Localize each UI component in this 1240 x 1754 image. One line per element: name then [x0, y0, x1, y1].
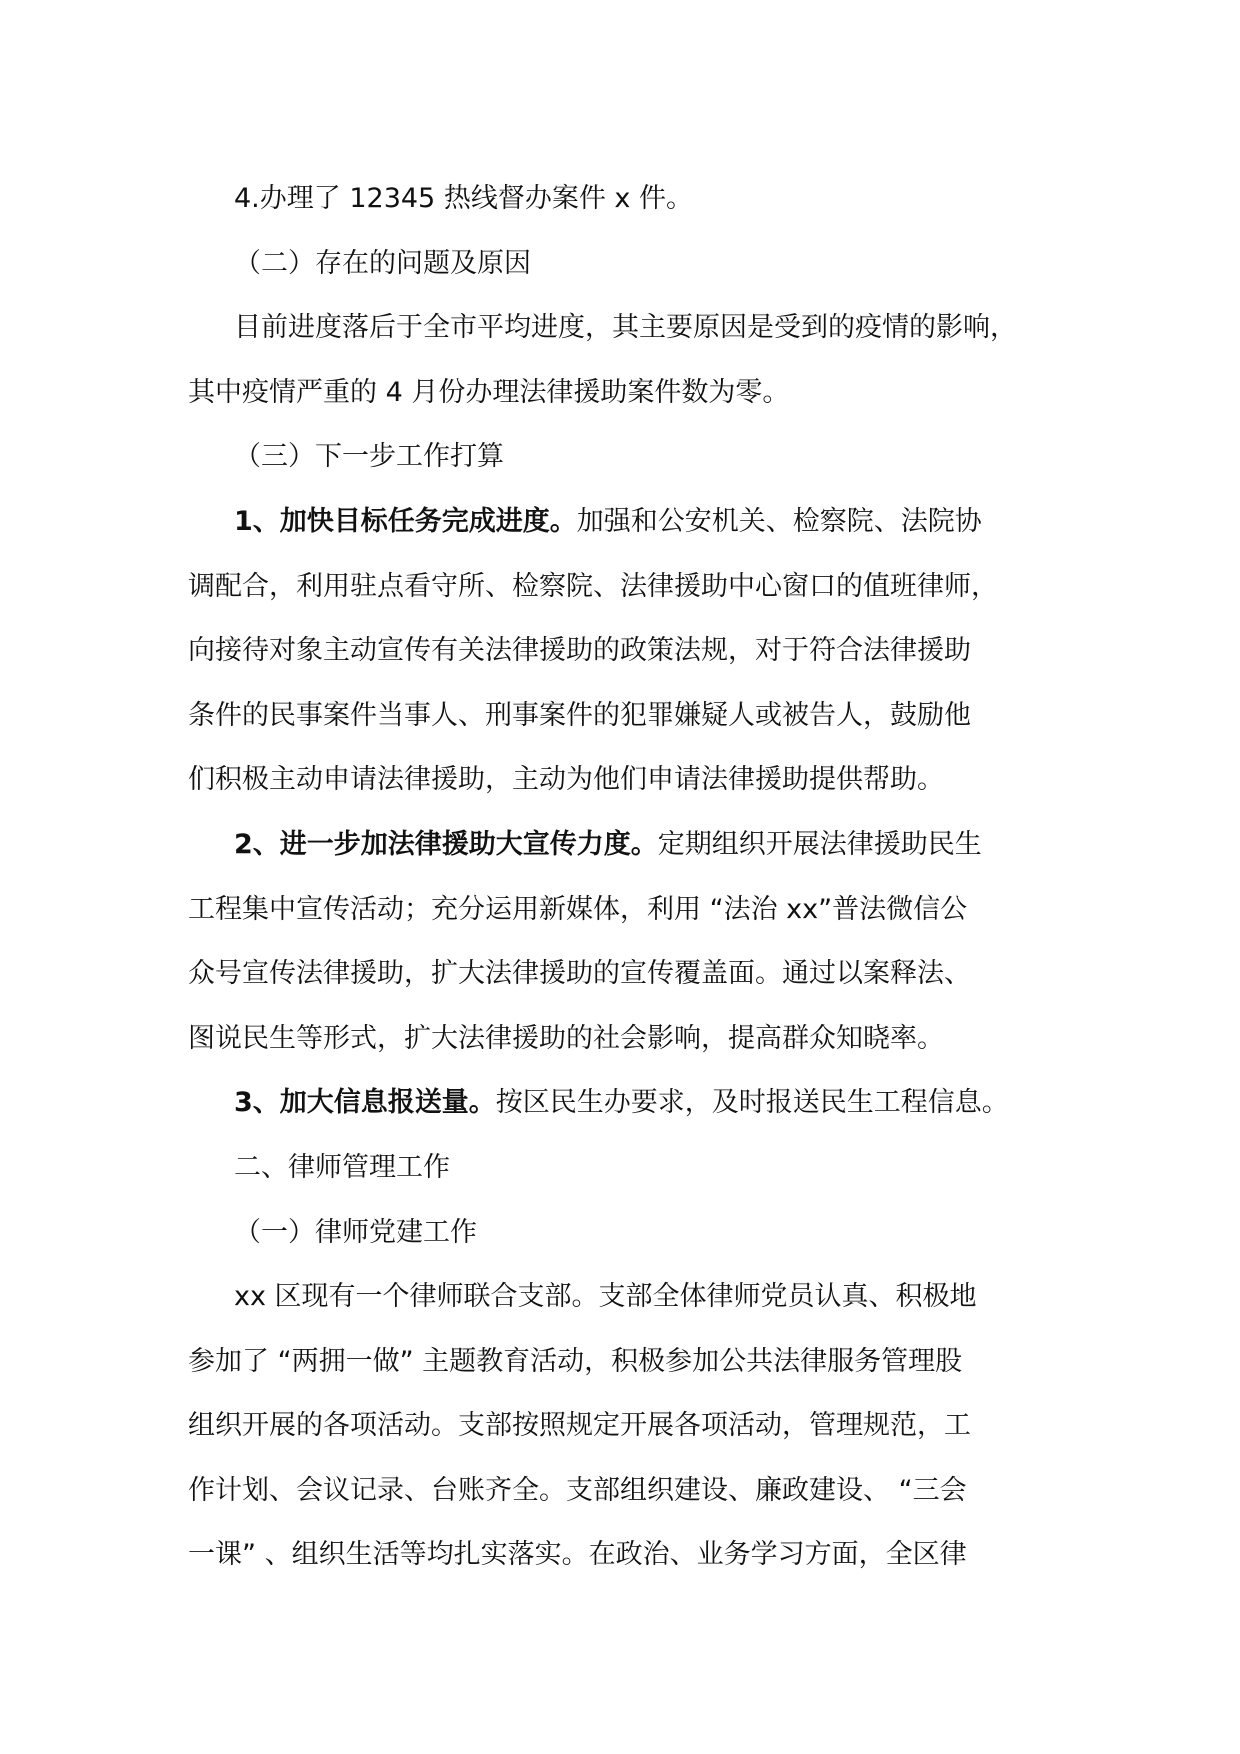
text-line: （二）存在的问题及原因: [234, 247, 531, 279]
text-line: [188, 490, 1088, 555]
text-line: 目前进度落后于全市平均进度，其主要原因是受到的疫情的影响，: [234, 312, 1017, 344]
text-line: 众号宣传法律援助，扩大法律援助的宣传覆盖面。通过以案释法、: [188, 958, 971, 990]
paragraph-publicity: [188, 813, 1088, 1071]
bold-lead: 2、进一步加法律援助大宣传力度。: [234, 828, 658, 860]
paragraph-progress-reason: [188, 296, 1088, 425]
text-line: 向接待对象主动宣传有关法律援助的政策法规，对于符合法律援助: [188, 635, 971, 667]
text-run: 加强和公安机关、检察院、法院协: [576, 505, 982, 537]
paragraph-item-4: [188, 167, 1088, 232]
text-line: 图说民生等形式，扩大法律援助的社会影响，提高群众知晓率。: [188, 1022, 944, 1054]
paragraph-target-progress: [188, 490, 1088, 813]
text-line: 4.办理了 12345 热线督办案件 x 件。: [234, 183, 693, 214]
section-heading-lawyer-management: [188, 1136, 1088, 1201]
text-line: 一课” 、组织生活等均扎实落实。在政治、业务学习方面，全区律: [188, 1539, 967, 1571]
text-line: xx 区现有一个律师联合支部。支部全体律师党员认真、积极地: [234, 1281, 977, 1313]
text-line: 们积极主动申请法律援助，主动为他们申请法律援助提供帮助。: [188, 764, 944, 796]
text-line: （三）下一步工作打算: [234, 441, 504, 473]
paragraph-party-branch: [188, 1265, 1088, 1588]
section-heading-next-steps: [188, 425, 1088, 490]
text-line: 二、律师管理工作: [234, 1151, 450, 1183]
text-line: 参加了 “两拥一做” 主题教育活动，积极参加公共法律服务管理股: [188, 1345, 963, 1377]
bold-lead: 3、加大信息报送量。: [234, 1087, 496, 1119]
text-line: 组织开展的各项活动。支部按照规定开展各项活动，管理规范，工: [188, 1410, 971, 1442]
bold-lead: 1、加快目标任务完成进度。: [234, 505, 577, 537]
paragraph-info-reporting: [188, 1071, 1088, 1136]
text-line: [188, 813, 1088, 878]
section-heading-party-building: [188, 1201, 1088, 1266]
text-line: （一）律师党建工作: [234, 1216, 477, 1248]
text-line: 工程集中宣传活动；充分运用新媒体，利用 “法治 xx”普法微信公: [188, 893, 968, 925]
document-body: [188, 167, 1088, 1588]
section-heading-problems: [188, 232, 1088, 297]
text-line: 作计划、会议记录、台账齐全。支部组织建设、廉政建设、 “三会: [188, 1474, 967, 1506]
text-line: 其中疫情严重的 4 月份办理法律援助案件数为零。: [188, 376, 790, 408]
text-line: 条件的民事案件当事人、刑事案件的犯罪嫌疑人或被告人，鼓励他: [188, 699, 971, 731]
text-run: 按区民生办要求，及时报送民生工程信息。: [495, 1087, 1009, 1119]
text-run: 定期组织开展法律援助民生: [657, 828, 982, 860]
text-line: [188, 1071, 1088, 1136]
text-line: 调配合，利用驻点看守所、检察院、法律援助中心窗口的值班律师，: [188, 570, 998, 602]
